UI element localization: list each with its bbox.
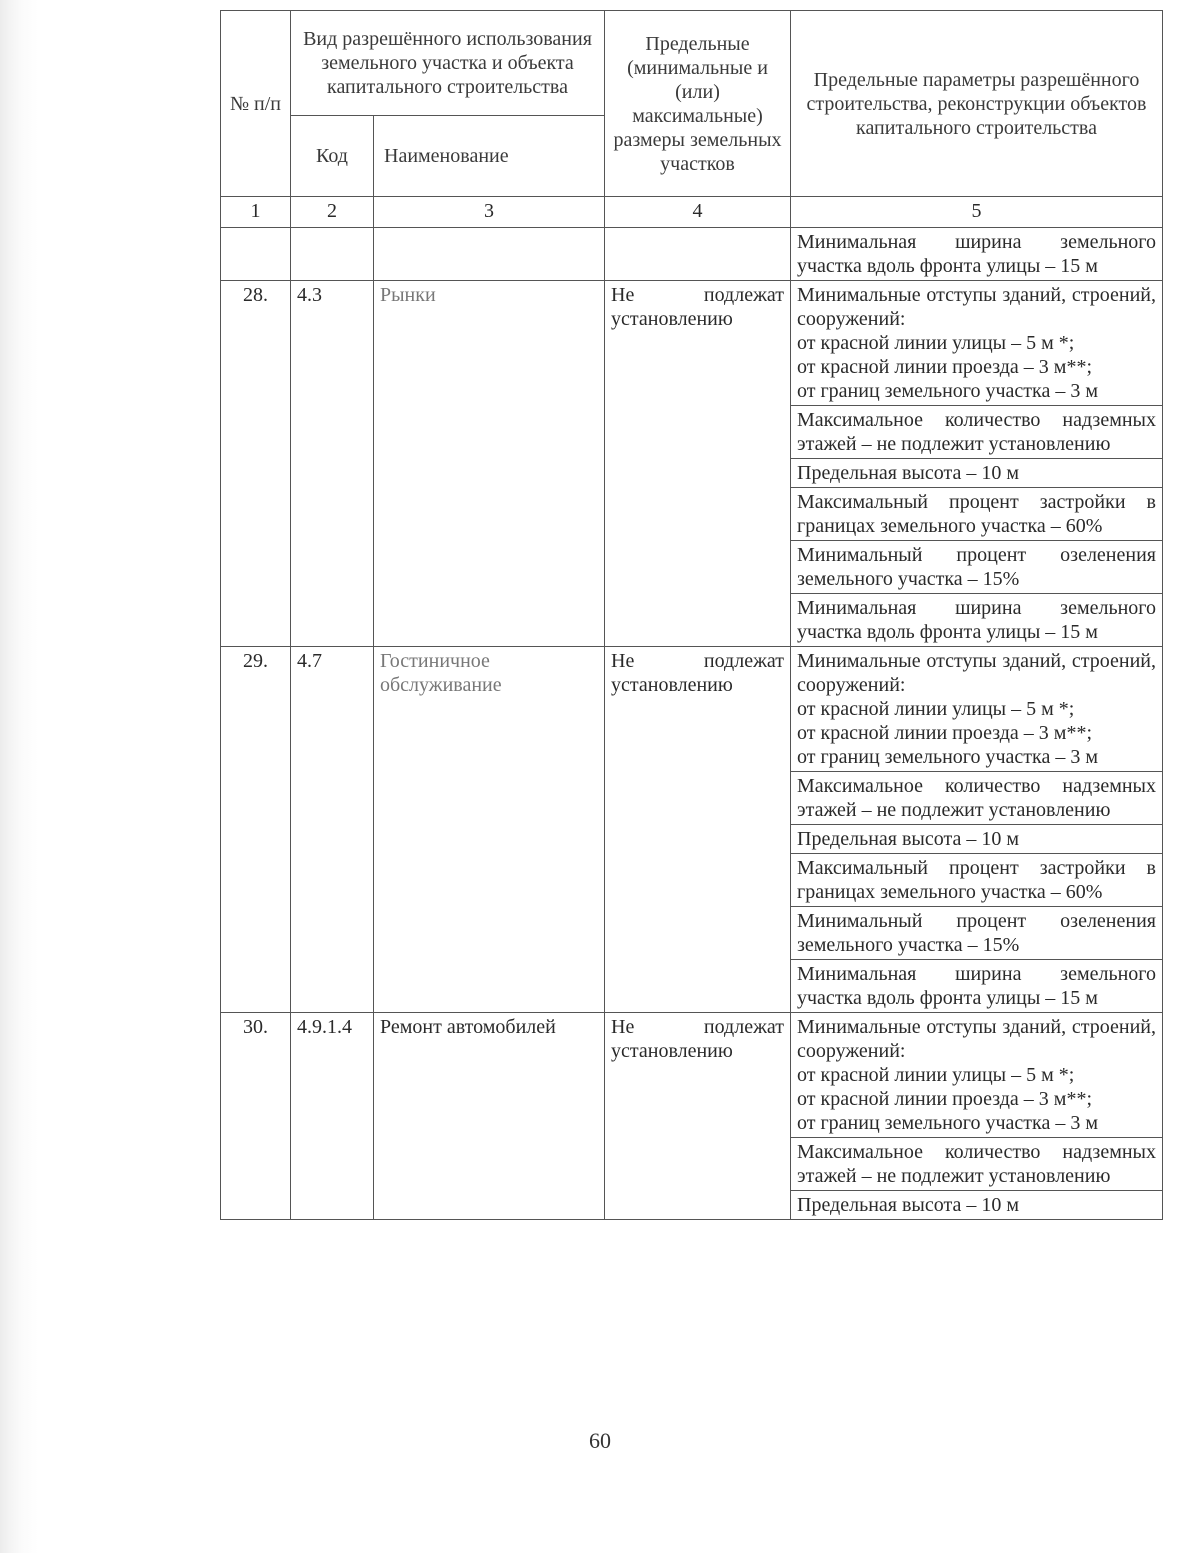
param-floors: Максимальное количество надземных этажей – не подлежит установлению bbox=[791, 772, 1163, 825]
plot-size-word: Не bbox=[611, 1016, 635, 1038]
plot-size-word: подлежат bbox=[703, 284, 784, 306]
offset-border: от границ земельного участка – 3 м bbox=[797, 380, 1098, 402]
param-floors: Максимальное количество надземных этажей – не подлежит установлению bbox=[791, 1138, 1163, 1191]
offset-drive: от красной линии проезда – 3 м**; bbox=[797, 722, 1093, 744]
plot-size-line bbox=[611, 649, 784, 673]
param-width: Минимальная ширина земельного участка вдоль фронта улицы – 15 м bbox=[791, 594, 1163, 647]
header-size: Предельные (минимальные и (или) максимальные) размеры земельных участков bbox=[605, 11, 791, 197]
offset-drive: от красной линии проезда – 3 м**; bbox=[797, 356, 1093, 378]
use-code: 4.9.1.4 bbox=[291, 1013, 374, 1220]
param-height: Предельная высота – 10 м bbox=[791, 825, 1163, 854]
plot-size bbox=[605, 281, 791, 647]
column-number: 2 bbox=[291, 197, 374, 228]
param-floors: Максимальное количество надземных этажей – не подлежит установлению bbox=[791, 406, 1163, 459]
param-greenery: Минимальный процент озеленения земельного участка – 15% bbox=[791, 541, 1163, 594]
plot-size-word: подлежат bbox=[703, 1016, 784, 1038]
offset-drive: от красной линии проезда – 3 м**; bbox=[797, 1088, 1093, 1110]
param-coverage: Максимальный процент застройки в границах земельного участка – 60% bbox=[791, 488, 1163, 541]
param-offsets bbox=[791, 1013, 1163, 1138]
offset-border: от границ земельного участка – 3 м bbox=[797, 746, 1098, 768]
plot-size-line bbox=[611, 1015, 784, 1039]
param-height: Предельная высота – 10 м bbox=[791, 459, 1163, 488]
param-width: Минимальная ширина земельного участка вдоль фронта улицы – 15 м bbox=[791, 228, 1163, 281]
use-code: 4.7 bbox=[291, 647, 374, 1013]
param-offsets bbox=[791, 647, 1163, 772]
offsets-title: Минимальные отступы зданий, строений, сооружений: bbox=[797, 650, 1156, 696]
param-coverage: Максимальный процент застройки в границах земельного участка – 60% bbox=[791, 854, 1163, 907]
plot-size-word: Не bbox=[611, 284, 635, 306]
use-name: Рынки bbox=[374, 281, 605, 647]
offsets-title: Минимальные отступы зданий, строений, сооружений: bbox=[797, 1016, 1156, 1062]
plot-size-word: Не bbox=[611, 650, 635, 672]
page-number: 60 bbox=[589, 1428, 611, 1453]
header-params: Предельные параметры разрешённого строительства, реконструкции объектов капитального строительства bbox=[791, 11, 1163, 197]
header-name: Наименование bbox=[374, 116, 605, 197]
offset-street: от красной линии улицы – 5 м *; bbox=[797, 332, 1075, 354]
plot-size-word: установлению bbox=[611, 308, 733, 330]
header-num: № п/п bbox=[221, 11, 291, 197]
plot-size bbox=[605, 1013, 791, 1220]
column-number: 4 bbox=[605, 197, 791, 228]
header-group-title: Вид разрешённого использования земельного участка и объекта капитального строительства bbox=[291, 11, 605, 116]
use-code: 4.3 bbox=[291, 281, 374, 647]
zoning-rules-table bbox=[220, 10, 1163, 1220]
offsets-title: Минимальные отступы зданий, строений, сооружений: bbox=[797, 284, 1156, 330]
use-name: Ремонт автомобилей bbox=[374, 1013, 605, 1220]
param-height: Предельная высота – 10 м bbox=[791, 1191, 1163, 1220]
row-number: 28. bbox=[221, 281, 291, 647]
row-number: 29. bbox=[221, 647, 291, 1013]
scan-shadow bbox=[0, 0, 38, 1553]
table-header-row bbox=[221, 11, 1163, 116]
header-code: Код bbox=[291, 116, 374, 197]
plot-size-word: установлению bbox=[611, 1040, 733, 1062]
plot-size bbox=[605, 647, 791, 1013]
plot-size-line bbox=[611, 283, 784, 307]
column-number: 5 bbox=[791, 197, 1163, 228]
offset-street: от красной линии улицы – 5 м *; bbox=[797, 698, 1075, 720]
offset-street: от красной линии улицы – 5 м *; bbox=[797, 1064, 1075, 1086]
column-number: 3 bbox=[374, 197, 605, 228]
offset-border: от границ земельного участка – 3 м bbox=[797, 1112, 1098, 1134]
param-width: Минимальная ширина земельного участка вдоль фронта улицы – 15 м bbox=[791, 960, 1163, 1013]
table-row bbox=[221, 647, 1163, 772]
table-row bbox=[221, 281, 1163, 406]
column-numbers-row bbox=[221, 197, 1163, 228]
row-number: 30. bbox=[221, 1013, 291, 1220]
plot-size-word: подлежат bbox=[703, 650, 784, 672]
table-row bbox=[221, 1013, 1163, 1138]
param-greenery: Минимальный процент озеленения земельного участка – 15% bbox=[791, 907, 1163, 960]
column-number: 1 bbox=[221, 197, 291, 228]
use-name: Гостиничное обслуживание bbox=[374, 647, 605, 1013]
plot-size-word: установлению bbox=[611, 674, 733, 696]
table-row bbox=[221, 228, 1163, 281]
param-offsets bbox=[791, 281, 1163, 406]
